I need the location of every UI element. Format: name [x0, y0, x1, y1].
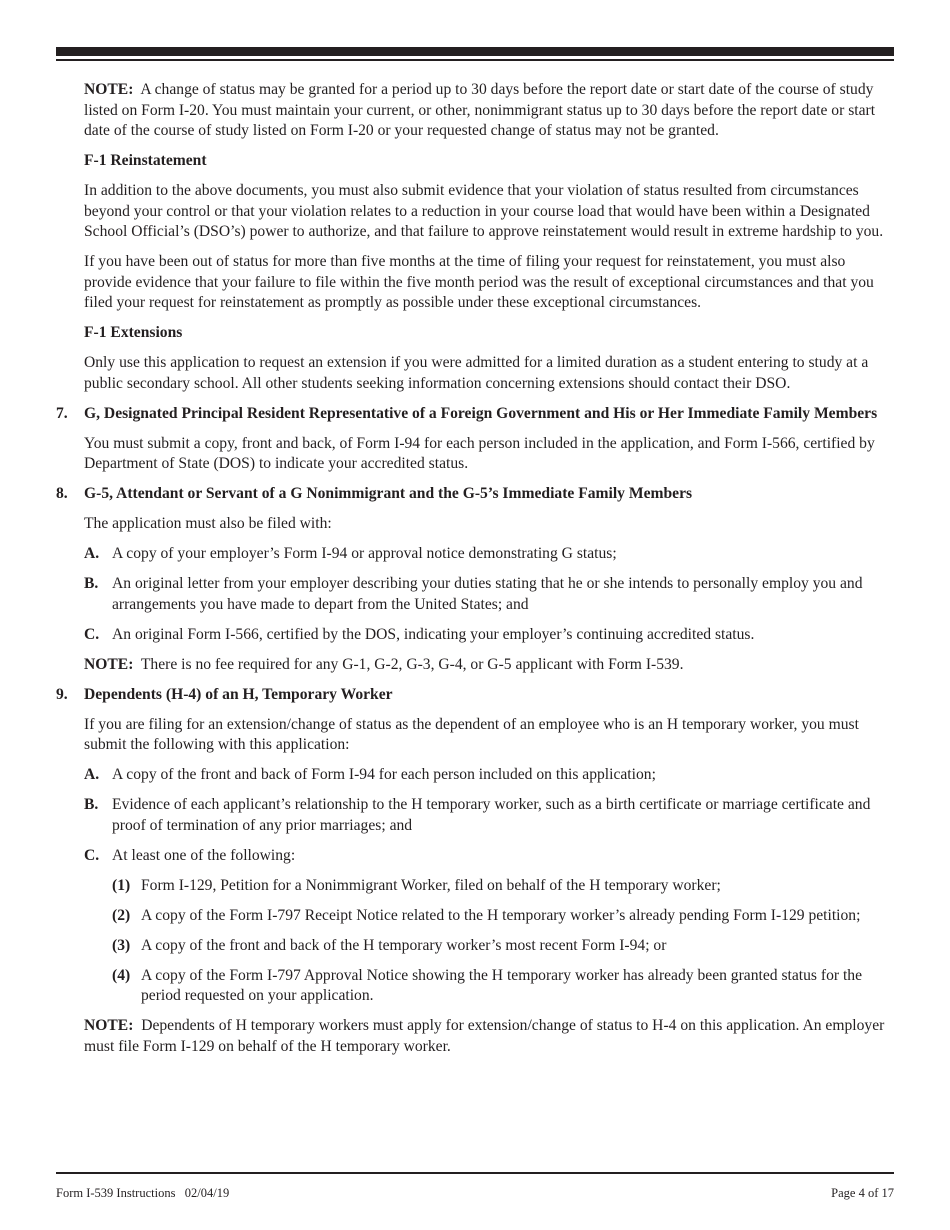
- page-content: [56, 80, 896, 1067]
- f1-extensions-paragraph: Only use this application to request an extension if you were admitted for a limited duration as a student entering to study at a public secondary school. All other students seeking information concerning extensions should contact their DSO.: [84, 354, 869, 392]
- f1-reinstatement-heading: F-1 Reinstatement: [84, 152, 207, 169]
- list-marker: B.: [84, 796, 99, 813]
- header-thick-rule: [56, 47, 894, 56]
- item-7-paragraph: You must submit a copy, front and back, of Form I-94 for each person included in the application, and Form I-566, certified by Department of State (DOS) to indicate your accredited status.: [84, 434, 875, 472]
- item-number: 8.: [56, 485, 68, 502]
- note-text: A change of status may be granted for a period up to 30 days before the report date or start date of the course of study listed on Form I-20. You must maintain your current, or other, nonimmigrant status up to 30 days before the report date or start date of the course of study listed on Form I-20 or your requested change of status may not be granted.: [84, 81, 876, 139]
- item-title: G-5, Attendant or Servant of a G Nonimmigrant and the G-5’s Immediate Family Members: [84, 485, 693, 502]
- sub-list-text: A copy of the Form I-797 Receipt Notice related to the H temporary worker’s already pending Form I-129 petition;: [141, 906, 861, 924]
- list-text: An original Form I-566, certified by the DOS, indicating your employer’s continuing accredited status.: [112, 625, 755, 643]
- note-no-fee: [84, 655, 896, 676]
- list-text: At least one of the following:: [112, 846, 296, 864]
- sub-list-marker: (3): [112, 936, 131, 954]
- list-text: Evidence of each applicant’s relationship to the H temporary worker, such as a birth certificate or marriage certificate and proof of termination of any prior marriages; and: [112, 796, 871, 834]
- list-item: [84, 765, 896, 786]
- sub-list-text: A copy of the Form I-797 Approval Notice showing the H temporary worker has already been granted status for the period requested on your application.: [141, 966, 863, 1004]
- sub-list-marker: (2): [112, 906, 131, 924]
- list-item: [84, 625, 896, 646]
- note-h4-dependents: [84, 1016, 896, 1057]
- list-text: A copy of the front and back of Form I-94 for each person included on this application;: [112, 766, 656, 783]
- list-text: A copy of your employer’s Form I-94 or approval notice demonstrating G status;: [112, 545, 617, 562]
- item-number: 9.: [56, 685, 68, 703]
- f1-reinstatement-paragraph-2: If you have been out of status for more than five months at the time of filing your request for reinstatement, you must also provide evidence that your failure to file within the five month period was the result of exceptional circumstances and that you filed your request for reinstatement as promptly as possible under these exceptional circumstances.: [84, 253, 874, 311]
- item-title: G, Designated Principal Resident Representative of a Foreign Government and His or Her Immediate Family Members: [84, 404, 878, 422]
- list-marker: A.: [84, 545, 100, 562]
- sub-list-marker: (4): [112, 966, 131, 984]
- note-label: NOTE:: [84, 1017, 134, 1034]
- list-marker: A.: [84, 766, 100, 783]
- note-label: NOTE:: [84, 81, 134, 98]
- sub-list-item: [112, 936, 896, 957]
- list-text: An original letter from your employer describing your duties stating that he or she intends to personally employ you and arrangements you have made to depart from the United States; and: [112, 575, 863, 613]
- sub-list-text: A copy of the front and back of the H temporary worker’s most recent Form I-94; or: [141, 936, 667, 954]
- f1-reinstatement-paragraph-1: In addition to the above documents, you must also submit evidence that your violation of status resulted from circumstances beyond your control or that your violation relates to a reduction in your course load that would have been within a Designated School Official’s (DSO’s) power to authorize, and that failure to approve reinstatement would result in extreme hardship to you.: [84, 182, 884, 240]
- f1-extensions-heading: F-1 Extensions: [84, 324, 183, 341]
- sub-list-marker: (1): [112, 876, 131, 894]
- list-marker: B.: [84, 575, 99, 592]
- list-marker: C.: [84, 625, 100, 643]
- list-item: [84, 846, 896, 867]
- item-number: 7.: [56, 404, 68, 422]
- item-8-intro: The application must also be filed with:: [84, 515, 332, 532]
- list-marker: C.: [84, 846, 100, 864]
- sub-list-item: [112, 966, 896, 1007]
- list-item: [84, 795, 896, 836]
- item-9-heading: [56, 685, 896, 706]
- sub-list-item: [112, 876, 896, 897]
- item-title: Dependents (H-4) of an H, Temporary Worker: [84, 685, 393, 703]
- item-7-heading: [56, 404, 896, 425]
- item-8-heading: [56, 484, 896, 505]
- list-item: [84, 544, 896, 565]
- footer-rule: [56, 1172, 894, 1174]
- footer-form-id: Form I-539 Instructions 02/04/19: [56, 1186, 230, 1200]
- note-status-change: [84, 80, 896, 142]
- sub-list-item: [112, 906, 896, 927]
- footer-page-number: Page 4 of 17: [831, 1186, 894, 1200]
- header-thin-rule: [56, 59, 894, 61]
- note-text: There is no fee required for any G-1, G-2, G-3, G-4, or G-5 applicant with Form I-539.: [140, 655, 684, 673]
- note-text: Dependents of H temporary workers must apply for extension/change of status to H-4 on this application. An employer must file Form I-129 on behalf of the H temporary worker.: [84, 1017, 885, 1055]
- note-label: NOTE:: [84, 655, 134, 673]
- sub-list-text: Form I-129, Petition for a Nonimmigrant Worker, filed on behalf of the H temporary worker;: [141, 876, 721, 894]
- list-item: [84, 574, 896, 615]
- item-9-intro: If you are filing for an extension/change of status as the dependent of an employee who is an H temporary worker, you must submit the following with this application:: [84, 715, 859, 753]
